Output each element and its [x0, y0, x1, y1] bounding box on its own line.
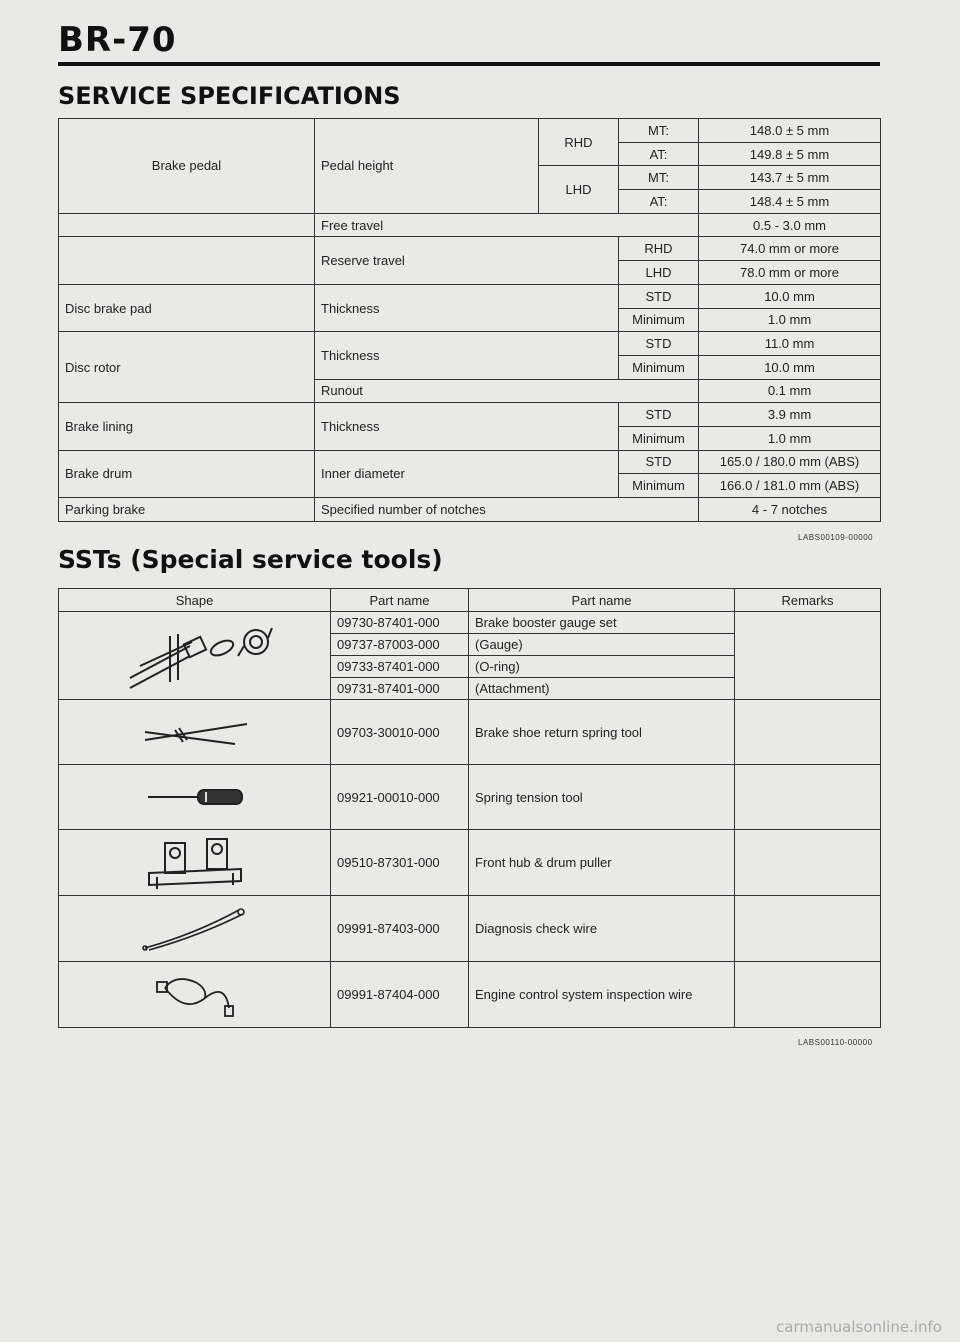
sst-table [58, 588, 881, 1028]
remarks-cell [735, 830, 881, 896]
spec-subitem: Inner diameter [315, 450, 619, 497]
part-number: 09510-87301-000 [331, 830, 469, 896]
part-name: (Gauge) [469, 634, 735, 656]
remarks-cell [735, 765, 881, 830]
remarks-cell [735, 700, 881, 765]
spec-condition: Minimum [619, 474, 699, 498]
spec-item: Parking brake [59, 498, 315, 522]
spec-condition: STD [619, 332, 699, 356]
spec-condition: Minimum [619, 308, 699, 332]
header-rule [58, 62, 880, 66]
tool-shape-cell [59, 962, 331, 1028]
table-row [59, 213, 881, 237]
column-header-shape: Shape [59, 589, 331, 612]
spec-value: 10.0 mm [699, 355, 881, 379]
spec-value: 4 - 7 notches [699, 498, 881, 522]
spec-subitem: Thickness [315, 332, 619, 379]
spec-value: 148.0 ± 5 mm [699, 119, 881, 143]
spec-subitem: Specified number of notches [315, 498, 699, 522]
tool-shape-cell [59, 700, 331, 765]
part-name: (O-ring) [469, 656, 735, 678]
reference-code: LABS00110-00000 [798, 1038, 873, 1047]
spec-condition: STD [619, 284, 699, 308]
part-name: (Attachment) [469, 678, 735, 700]
puller-icon [135, 833, 255, 893]
spec-variant: RHD [539, 119, 619, 166]
part-number: 09991-87404-000 [331, 962, 469, 1028]
spec-item [59, 237, 315, 284]
spec-value: 143.7 ± 5 mm [699, 166, 881, 190]
spec-item: Disc rotor [59, 332, 315, 403]
screwdriver-icon [140, 782, 250, 812]
spec-variant: RHD [619, 237, 699, 261]
check-wire-icon [135, 904, 255, 954]
spec-condition: Minimum [619, 426, 699, 450]
part-number: 09731-87401-000 [331, 678, 469, 700]
part-number: 09737-87003-000 [331, 634, 469, 656]
spec-item: Disc brake pad [59, 284, 315, 331]
table-row [59, 896, 881, 962]
page-code: BR-70 [58, 20, 177, 60]
remarks-cell [735, 896, 881, 962]
spec-item: Brake lining [59, 403, 315, 450]
spec-value: 149.8 ± 5 mm [699, 142, 881, 166]
spec-transmission: AT: [619, 142, 699, 166]
spec-value: 0.5 - 3.0 mm [699, 213, 881, 237]
spec-value: 148.4 ± 5 mm [699, 190, 881, 214]
spec-subitem: Reserve travel [315, 237, 619, 284]
tool-shape-cell [59, 830, 331, 896]
tool-shape-cell [59, 896, 331, 962]
part-number: 09991-87403-000 [331, 896, 469, 962]
spec-condition: STD [619, 403, 699, 427]
remarks-cell [735, 612, 881, 700]
table-row [59, 284, 881, 308]
column-header-part-number: Part name [331, 589, 469, 612]
part-name: Engine control system inspection wire [469, 962, 735, 1028]
table-row [59, 962, 881, 1028]
spec-value: 11.0 mm [699, 332, 881, 356]
part-name: Brake shoe return spring tool [469, 700, 735, 765]
inspection-wire-icon [145, 968, 245, 1022]
table-row [59, 237, 881, 261]
spec-subitem: Thickness [315, 403, 619, 450]
spec-value: 0.1 mm [699, 379, 881, 403]
table-row [59, 332, 881, 356]
table-row [59, 830, 881, 896]
spec-value: 165.0 / 180.0 mm (ABS) [699, 450, 881, 474]
spec-subitem: Thickness [315, 284, 619, 331]
spec-condition: Minimum [619, 355, 699, 379]
spec-value: 1.0 mm [699, 426, 881, 450]
part-name: Spring tension tool [469, 765, 735, 830]
spec-subitem: Runout [315, 379, 699, 403]
spec-transmission: MT: [619, 166, 699, 190]
table-row [59, 700, 881, 765]
service-specifications-title: SERVICE SPECIFICATIONS [58, 82, 401, 110]
table-row [59, 612, 881, 634]
table-row [59, 403, 881, 427]
part-name: Brake booster gauge set [469, 612, 735, 634]
table-header-row [59, 589, 881, 612]
table-row [59, 765, 881, 830]
sst-title: SSTs (Special service tools) [58, 545, 443, 574]
service-specifications-table [58, 118, 881, 522]
spec-item: Brake pedal [59, 119, 315, 214]
spec-value: 78.0 mm or more [699, 261, 881, 285]
spec-value: 1.0 mm [699, 308, 881, 332]
part-number: 09921-00010-000 [331, 765, 469, 830]
column-header-remarks: Remarks [735, 589, 881, 612]
footer-url: carmanualsonline.info [776, 1318, 942, 1336]
spec-value: 166.0 / 181.0 mm (ABS) [699, 474, 881, 498]
spec-value: 3.9 mm [699, 403, 881, 427]
part-name: Front hub & drum puller [469, 830, 735, 896]
spec-condition: STD [619, 450, 699, 474]
part-name: Diagnosis check wire [469, 896, 735, 962]
spring-tool-icon [135, 712, 255, 752]
table-row [59, 119, 881, 143]
column-header-part-name: Part name [469, 589, 735, 612]
part-number: 09730-87401-000 [331, 612, 469, 634]
spec-variant: LHD [539, 166, 619, 213]
spec-value: 10.0 mm [699, 284, 881, 308]
spec-subitem: Free travel [315, 213, 699, 237]
part-number: 09733-87401-000 [331, 656, 469, 678]
table-row [59, 498, 881, 522]
spec-value: 74.0 mm or more [699, 237, 881, 261]
reference-code: LABS00109-00000 [798, 533, 874, 542]
part-number: 09703-30010-000 [331, 700, 469, 765]
remarks-cell [735, 962, 881, 1028]
brake-booster-gauge-set-icon [110, 616, 280, 696]
spec-variant: LHD [619, 261, 699, 285]
spec-item [59, 213, 315, 237]
spec-subitem: Pedal height [315, 119, 539, 214]
tool-shape-cell [59, 765, 331, 830]
spec-transmission: AT: [619, 190, 699, 214]
tool-shape-cell [59, 612, 331, 700]
table-row [59, 450, 881, 474]
spec-item: Brake drum [59, 450, 315, 497]
spec-transmission: MT: [619, 119, 699, 143]
